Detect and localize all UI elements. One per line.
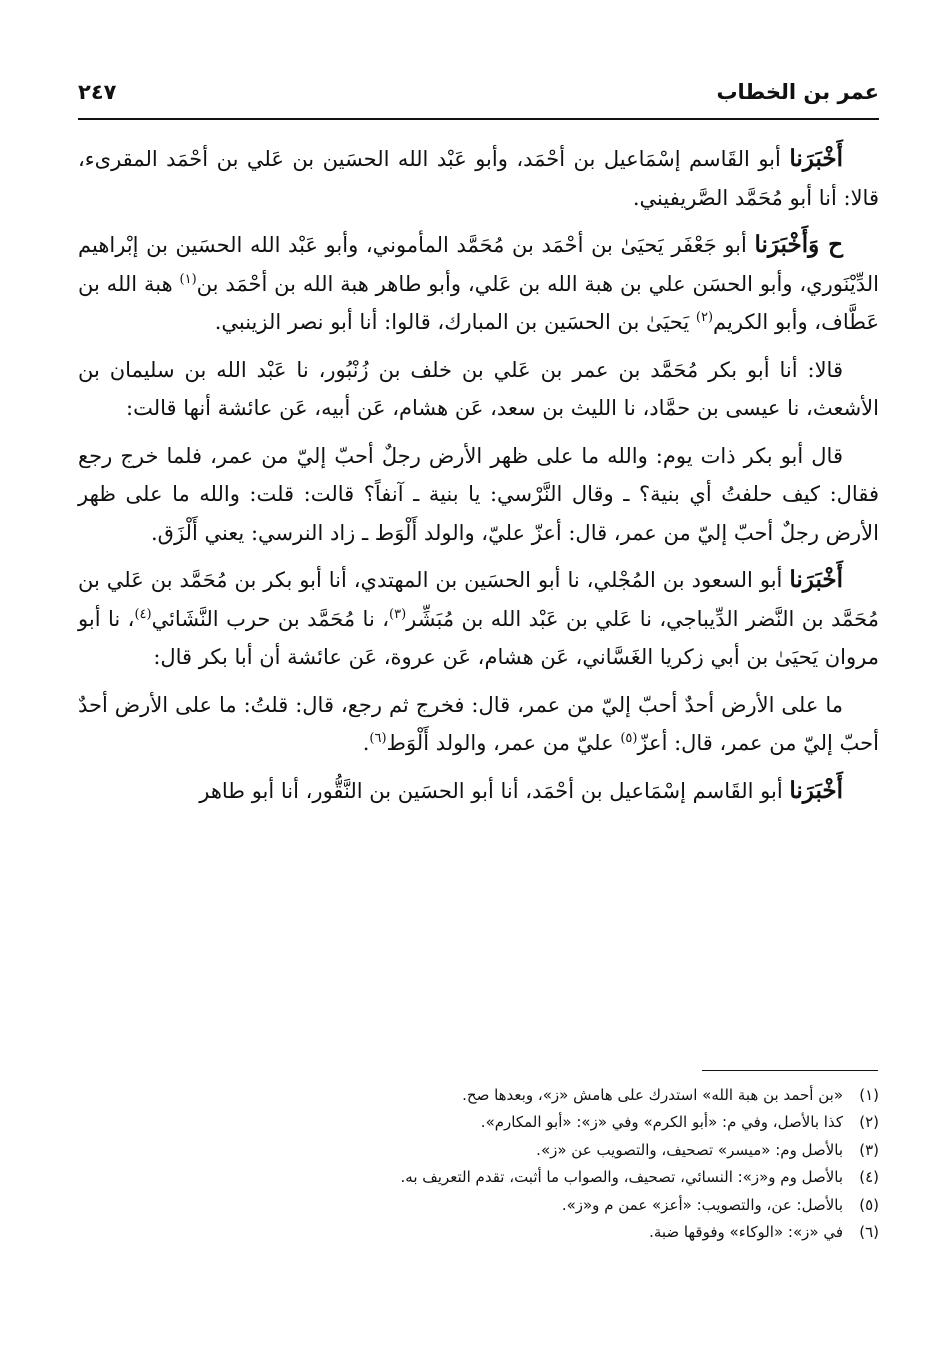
- paragraph-text: هبة الله بن عَطَّاف، وأبو الكريم: [78, 271, 879, 334]
- footnote-number: (٣): [859, 1140, 879, 1159]
- footnote-rule: [702, 1070, 878, 1071]
- footnote-reference: (٢): [695, 310, 714, 325]
- paragraph-lead: أَخْبَرَنا: [789, 776, 843, 804]
- footnote-reference: (٥): [620, 731, 638, 746]
- footnote-text: بالأصل وم: «ميسر» تصحيف، والتصويب عن «ز».: [536, 1140, 843, 1159]
- footnote-text: كذا بالأصل، وفي م: «أبو الكرم» وفي «ز»: «أبو المكارم».: [480, 1113, 843, 1132]
- paragraph-text: ما على الأرض أحدٌ أحبّ إليّ من عمر، قال: فخرج ثم رجع، قال: قلتُ: ما على الأرض أحدٌ أحبّ إليّ من عمر، قال: أعزّ: [78, 692, 879, 755]
- footnote-text: في «ز»: «الوكاء» وفوقها ضبة.: [649, 1223, 843, 1242]
- footnote-2: [78, 1109, 879, 1136]
- page-header: [78, 78, 879, 112]
- footnote-5: [78, 1192, 879, 1219]
- footnote-text: بالأصل: عن، والتصويب: «أعز» عمن م و«ز».: [561, 1195, 843, 1214]
- page-number: ٢٤٧: [78, 80, 117, 104]
- paragraph-2: [78, 226, 879, 342]
- footnote-reference: (٦): [369, 731, 387, 746]
- paragraph-6: [78, 686, 879, 763]
- paragraph-lead: ح وَأَخْبَرَنا: [754, 231, 843, 258]
- paragraph-lead: أَخْبَرَنا: [789, 145, 843, 172]
- paragraph-text: ، نا أبو مروان يَحيَىٰ بن أبي زكريا الغَسَّاني، عَن هشام، عَن عروة، عَن عائشة أن أبا بكر قال:: [78, 606, 879, 669]
- paragraph-text: .: [362, 731, 370, 755]
- footnote-reference: (٤): [134, 606, 152, 622]
- paragraph-text: أبو جَعْفَر يَحيَىٰ بن أحْمَد بن مُحَمَّد المأموني، وأبو عَبْد الله الحسَين بن إبْراهيم الدِّيْنَوري، وأبو الحسَن علي بن هبة الله بن عَلي، وأبو طاهر هبة الله بن أحْمَد بن: [78, 233, 879, 296]
- running-title: عمر بن الخطاب: [716, 80, 879, 104]
- paragraph-text: أبو القَاسم إسْمَاعيل بن أحْمَد، وأبو عَبْد الله الحسَين بن عَلي بن أحْمَد المقرىء، قالا: أنا أبو مُحَمَّد الصَّريفيني.: [78, 147, 879, 210]
- paragraph-1: [78, 140, 879, 217]
- paragraph-text: أبو القَاسم إسْمَاعيل بن أحْمَد، أنا أبو الحسَين بن النَّقُّور، أنا أبو طاهر: [199, 778, 790, 803]
- paragraph-text: عليّ من عمر، والولد أَلْوَط: [386, 731, 621, 755]
- paragraph-lead: أَخْبَرَنا: [789, 566, 843, 593]
- paragraph-4: [78, 437, 879, 553]
- paragraph-text: قال أبو بكر ذات يوم: والله ما على ظهر الأرض رجلٌ أحبّ إليّ من عمر، فلما خرج رجع فقال: كيف حلفتُ أي بنية؟ ـ وقال النَّرْسي: يا بنية ـ آنفاً؟ قالت: قلت: والله ما على ظهر الأرض رجلٌ أحبّ إليّ من عمر، قال: أعزّ عليّ، والولد أَلْوَط ـ زاد النرسي: يعني أَلْزَق.: [78, 443, 879, 545]
- footnote-text: «بن أحمد بن هبة الله» استدرك على هامش «ز»، وبعدها صح.: [462, 1086, 843, 1104]
- main-text: [78, 140, 879, 819]
- paragraph-5: [78, 561, 879, 677]
- footnote-1: [78, 1082, 879, 1109]
- paragraph-7: [78, 772, 879, 811]
- footnote-reference: (٣): [389, 606, 407, 622]
- footnote-4: [78, 1164, 879, 1191]
- footnote-number: (٥): [859, 1195, 879, 1214]
- header-rule: [78, 118, 879, 120]
- footnote-number: (٤): [859, 1168, 879, 1187]
- footnotes: [78, 1082, 879, 1246]
- footnote-number: (٦): [859, 1223, 879, 1242]
- footnote-number: (٢): [859, 1113, 879, 1132]
- footnote-reference: (١): [179, 271, 197, 287]
- paragraph-3: [78, 351, 879, 428]
- paragraph-text: قالا: أنا أبو بكر مُحَمَّد بن عمر بن عَلي بن خلف بن زُنْبُور، نا عَبْد الله بن سليمان بن الأشعث، نا عيسى بن حمَّاد، نا الليث بن سعد، عَن هشام، عَن أبيه، عَن عائشة أنها قالت:: [78, 357, 879, 420]
- footnote-text: بالأصل وم و«ز»: النسائي، تصحيف، والصواب ما أثبت، تقدم التعريف به.: [400, 1168, 843, 1187]
- footnote-3: [78, 1137, 879, 1164]
- paragraph-text: يَحيَىٰ بن الحسَين بن المبارك، قالوا: أنا أبو نصر الزينبي.: [214, 310, 696, 334]
- footnote-6: [78, 1219, 879, 1246]
- paragraph-text: أبو السعود بن المُجْلي، نا أبو الحسَين بن المهتدي، أنا أبو بكر بن مُحَمَّد بن عَلي بن مُحَمَّد بن النَّضر الدِّيباجي، نا عَلي بن عَبْد الله بن مُبَشِّر: [78, 568, 879, 631]
- footnote-number: (١): [859, 1086, 879, 1104]
- paragraph-text: ، نا مُحَمَّد بن حرب النَّشَائي: [151, 606, 390, 631]
